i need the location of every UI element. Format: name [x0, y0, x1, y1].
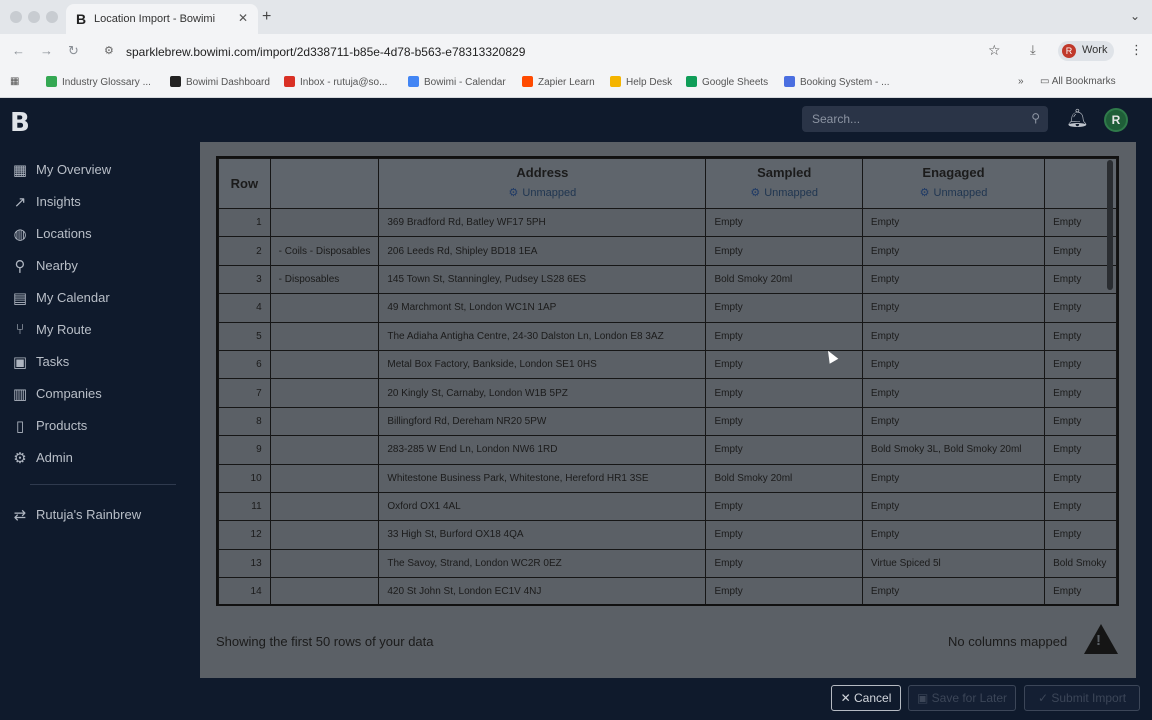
column-header-row: Row [219, 159, 271, 209]
cell-sampled: Empty [706, 350, 862, 378]
mapping-status: ⚙ Unmapped [919, 187, 988, 199]
bookmark-item[interactable]: Bowimi - Calendar [408, 76, 506, 88]
cell-row-number: 8 [219, 407, 271, 435]
cell-row-number: 5 [219, 322, 271, 350]
cell-extra: Empty [1045, 265, 1117, 293]
cell-row-number: 1 [219, 209, 271, 237]
cell-row-number: 12 [219, 521, 271, 549]
cell-products [270, 492, 379, 520]
cell-row-number: 13 [219, 549, 271, 577]
cell-sampled: Empty [706, 237, 862, 265]
dashboard-icon: ▦ [12, 162, 28, 179]
search-placeholder: Search... [812, 112, 861, 126]
tasks-icon: ▣ [12, 354, 28, 371]
url-text[interactable]: sparklebrew.bowimi.com/import/2d338711-b85e-4d78-b563-e78313320829 [126, 45, 526, 59]
cell-products [270, 294, 379, 322]
cell-products [270, 209, 379, 237]
table-header-row [219, 159, 1117, 209]
bookmark-item[interactable]: Inbox - rutuja@so... [284, 76, 387, 88]
cell-extra: Empty [1045, 322, 1117, 350]
cell-products [270, 436, 379, 464]
calendar-icon: ▤ [12, 290, 28, 307]
cell-address: The Savoy, Strand, London WC2R 0EZ [379, 549, 706, 577]
building-icon: ▥ [12, 386, 28, 403]
window-maximize-dot[interactable] [46, 11, 58, 23]
cell-address: Billingford Rd, Dereham NR20 5PW [379, 407, 706, 435]
cell-engaged: Empty [862, 379, 1044, 407]
mapping-status: ⚙ Unmapped [508, 187, 577, 199]
cell-sampled: Empty [706, 294, 862, 322]
tab-list-chevron-icon[interactable]: ⌄ [1129, 9, 1140, 23]
cell-address: Metal Box Factory, Bankside, London SE1 0HS [379, 350, 706, 378]
cell-row-number: 2 [219, 237, 271, 265]
table-row [219, 350, 1117, 378]
cell-extra: Empty [1045, 209, 1117, 237]
column-header-products[interactable] [270, 159, 379, 209]
cell-extra: Empty [1045, 492, 1117, 520]
bookmark-item[interactable]: Help Desk [610, 76, 672, 88]
user-avatar[interactable]: R [1104, 108, 1128, 132]
bookmark-favicon [522, 76, 533, 87]
column-header-extra[interactable] [1045, 159, 1117, 209]
globe-icon: ◍ [13, 226, 27, 243]
bookmarks-overflow-icon[interactable]: » [1018, 76, 1024, 87]
cell-engaged: Empty [862, 464, 1044, 492]
cell-extra: Empty [1045, 294, 1117, 322]
cell-row-number: 7 [219, 379, 271, 407]
bookmark-item[interactable]: Booking System - ... [784, 76, 889, 88]
cell-sampled: Bold Smoky 20ml [706, 464, 862, 492]
cell-address: 33 High St, Burford OX18 4QA [379, 521, 706, 549]
table-row [219, 578, 1117, 606]
cell-products [270, 379, 379, 407]
cell-products [270, 578, 379, 606]
cell-products: - Coils - Disposables [270, 237, 379, 265]
cell-engaged: Empty [862, 578, 1044, 606]
cell-address: 145 Town St, Stanningley, Pudsey LS28 6ES [379, 265, 706, 293]
profile-label: Work [1082, 44, 1108, 56]
sidebar-item-locations[interactable]: ◍ Locations [10, 224, 190, 244]
search-input[interactable] [802, 106, 1048, 132]
cell-engaged: Virtue Spiced 5l [862, 549, 1044, 577]
cell-extra: Empty [1045, 436, 1117, 464]
cell-row-number: 9 [219, 436, 271, 464]
bookmark-favicon [46, 76, 57, 87]
cell-engaged: Bold Smoky 3L, Bold Smoky 20ml [862, 436, 1044, 464]
table-row [219, 436, 1117, 464]
browser-menu-icon[interactable]: ⋮ [1130, 42, 1143, 57]
apps-grid-icon[interactable]: ▦ [10, 76, 20, 87]
table-row [219, 265, 1117, 293]
all-bookmarks[interactable]: ▭ All Bookmarks [1040, 76, 1116, 87]
cell-products [270, 549, 379, 577]
address-bar [0, 34, 1152, 68]
route-icon: ⑂ [15, 321, 25, 338]
cell-engaged: Empty [862, 209, 1044, 237]
cell-engaged: Empty [862, 492, 1044, 520]
bookmark-item[interactable]: Google Sheets [686, 76, 768, 88]
cell-products: - Disposables [270, 265, 379, 293]
save-for-later-button[interactable]: ▣ Save for Later [908, 685, 1016, 711]
bookmark-item[interactable]: Zapier Learn [522, 76, 595, 88]
warning-icon [1084, 624, 1118, 654]
table-row [219, 464, 1117, 492]
back-icon[interactable]: ← [12, 43, 25, 58]
window-close-dot[interactable] [10, 11, 22, 23]
pin-icon: ⚲ [14, 258, 26, 275]
cell-row-number: 10 [219, 464, 271, 492]
cell-sampled: Empty [706, 578, 862, 606]
warning-exclamation: ! [1096, 632, 1101, 649]
table-row [219, 237, 1117, 265]
bookmark-favicon [408, 76, 419, 87]
submit-import-button[interactable]: ✓ Submit Import [1024, 685, 1140, 711]
cell-extra: Empty [1045, 379, 1117, 407]
sidebar-item-nearby[interactable]: ⚲ Nearby [10, 256, 190, 276]
bookmarks-bar [0, 68, 1152, 98]
cell-sampled: Empty [706, 436, 862, 464]
cell-products [270, 350, 379, 378]
sidebar-item-my-calendar[interactable]: ▤ My Calendar [10, 288, 190, 308]
table-row [219, 322, 1117, 350]
new-tab-icon[interactable]: + [262, 8, 272, 25]
cancel-button[interactable]: ✕ Cancel [831, 685, 901, 711]
tab-close-icon[interactable]: ✕ [237, 11, 248, 25]
sidebar-item-my-overview[interactable]: ▦ My Overview [10, 160, 190, 180]
trend-icon: ↗ [13, 194, 27, 211]
bookmark-favicon [784, 76, 795, 87]
cell-sampled: Empty [706, 322, 862, 350]
rows-shown-note: Showing the first 50 rows of your data [216, 634, 434, 649]
sidebar-divider [30, 484, 176, 485]
mapping-status-note: No columns mapped [948, 634, 1068, 649]
cell-sampled: Empty [706, 549, 862, 577]
cell-engaged: Empty [862, 237, 1044, 265]
gear-icon: ⚙ [13, 450, 27, 467]
table-row [219, 492, 1117, 520]
cell-engaged: Empty [862, 294, 1044, 322]
forward-icon[interactable]: → [40, 43, 53, 58]
window-minimize-dot[interactable] [28, 11, 40, 23]
table-row [219, 294, 1117, 322]
cell-engaged: Empty [862, 407, 1044, 435]
import-modal [200, 142, 1136, 678]
table-row [219, 407, 1117, 435]
gear-icon[interactable]: ⚙ [919, 187, 930, 199]
cell-sampled: Empty [706, 407, 862, 435]
cell-extra: Empty [1045, 350, 1117, 378]
cell-address: 420 St John St, London EC1V 4NJ [379, 578, 706, 606]
cell-address: 206 Leeds Rd, Shipley BD18 1EA [379, 237, 706, 265]
profile-button[interactable] [1058, 41, 1114, 61]
table-row [219, 549, 1117, 577]
browser-tab[interactable] [66, 4, 258, 34]
cell-extra: Empty [1045, 521, 1117, 549]
cell-sampled: Empty [706, 521, 862, 549]
cell-products [270, 521, 379, 549]
cell-row-number: 14 [219, 578, 271, 606]
cell-sampled: Empty [706, 209, 862, 237]
sidebar-item-admin[interactable]: ⚙ Admin [10, 448, 190, 468]
search-icon: ⚲ [1031, 111, 1040, 125]
cell-engaged: Empty [862, 265, 1044, 293]
cell-address: Oxford OX1 4AL [379, 492, 706, 520]
download-icon[interactable]: ⤓ [1030, 42, 1036, 57]
app-shell [0, 98, 1152, 720]
cell-address: 20 Kingly St, Carnaby, London W1B 5PZ [379, 379, 706, 407]
preview-table-container[interactable] [216, 156, 1119, 606]
bookmark-item[interactable]: Industry Glossary ... [46, 76, 151, 88]
cell-products [270, 464, 379, 492]
cell-row-number: 6 [219, 350, 271, 378]
cell-sampled: Empty [706, 379, 862, 407]
cell-address: 369 Bradford Rd, Batley WF17 5PH [379, 209, 706, 237]
sidebar-item-companies[interactable]: ▥ Companies [10, 384, 190, 404]
table-scrollbar[interactable] [1107, 160, 1113, 290]
cell-extra: Empty [1045, 578, 1117, 606]
cell-engaged: Empty [862, 521, 1044, 549]
site-info-icon[interactable]: ⚙ [104, 45, 114, 57]
tab-title: Location Import - Bowimi [94, 13, 216, 25]
cell-row-number: 11 [219, 492, 271, 520]
cell-address: The Adiaha Antigha Centre, 24-30 Dalston Ln, London E8 3AZ [379, 322, 706, 350]
cell-engaged: Empty [862, 350, 1044, 378]
book-icon: ▯ [15, 418, 25, 435]
cell-products [270, 407, 379, 435]
cell-address: 49 Marchmont St, London WC1N 1AP [379, 294, 706, 322]
cell-extra: Empty [1045, 464, 1117, 492]
column-header-address[interactable]: Address ⚙ Unmapped [379, 159, 706, 209]
gear-icon[interactable]: ⚙ [508, 187, 519, 199]
table-row [219, 521, 1117, 549]
bell-icon[interactable]: 🔔︎ [1066, 108, 1089, 128]
sidebar-item-tasks[interactable]: ▣ Tasks [10, 352, 190, 372]
tab-favicon: B [76, 11, 87, 27]
bookmark-favicon [170, 76, 181, 87]
bookmark-star-icon[interactable]: ☆ [988, 42, 1001, 58]
browser-tab-bar [0, 0, 1152, 34]
app-logo[interactable]: B [10, 108, 30, 138]
cell-address: 283-285 W End Ln, London NW6 1RD [379, 436, 706, 464]
cell-engaged: Empty [862, 322, 1044, 350]
reload-icon[interactable]: ↻ [68, 43, 79, 58]
mapping-status: ⚙ Unmapped [750, 187, 819, 199]
cell-row-number: 4 [219, 294, 271, 322]
bookmark-favicon [686, 76, 697, 87]
sidebar-item-insights[interactable]: ↗ Insights [10, 192, 190, 212]
cell-sampled: Bold Smoky 20ml [706, 265, 862, 293]
cell-row-number: 3 [219, 265, 271, 293]
preview-table [218, 158, 1117, 606]
sidebar-item-my-route[interactable]: ⑂ My Route [10, 320, 190, 340]
gear-icon[interactable]: ⚙ [750, 187, 761, 199]
workspace-switcher[interactable]: ⇄ Rutuja's Rainbrew [10, 505, 190, 525]
cell-sampled: Empty [706, 492, 862, 520]
bookmark-favicon [610, 76, 621, 87]
cell-products [270, 322, 379, 350]
profile-avatar: R [1062, 44, 1076, 58]
cell-extra: Empty [1045, 407, 1117, 435]
cell-extra: Empty [1045, 237, 1117, 265]
column-header-engaged[interactable]: Enagaged ⚙ Unmapped [862, 159, 1044, 209]
switch-arrows-icon: ⇄ [13, 507, 27, 524]
column-header-sampled[interactable]: Sampled ⚙ Unmapped [706, 159, 862, 209]
bookmark-favicon [284, 76, 295, 87]
cell-address: Whitestone Business Park, Whitestone, Hereford HR1 3SE [379, 464, 706, 492]
sidebar-item-products[interactable]: ▯ Products [10, 416, 190, 436]
table-row [219, 209, 1117, 237]
table-row [219, 379, 1117, 407]
bookmark-item[interactable]: Bowimi Dashboard [170, 76, 270, 88]
cell-extra: Bold Smoky [1045, 549, 1117, 577]
